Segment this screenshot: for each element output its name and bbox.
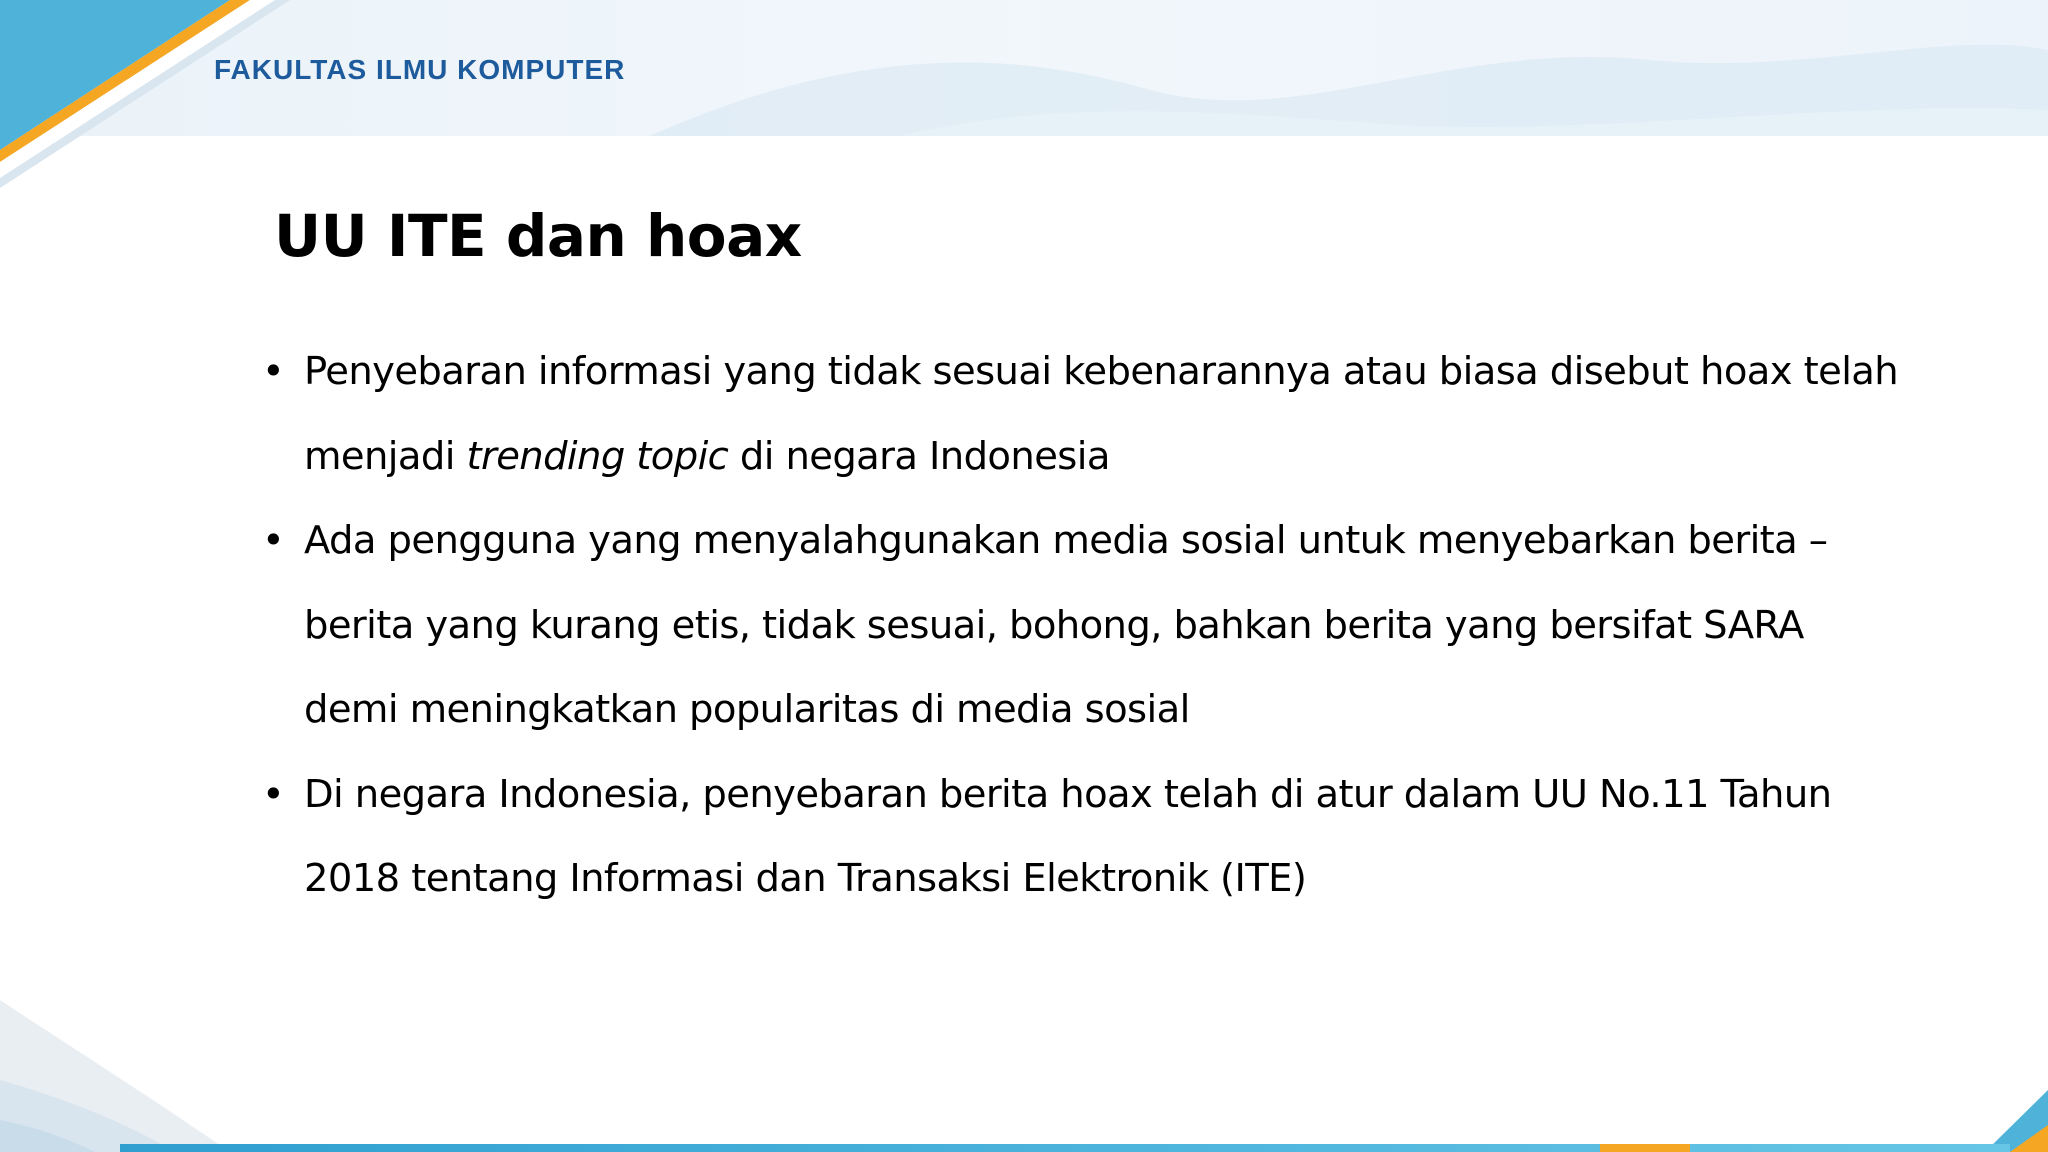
- bullet-list: [262, 330, 1902, 922]
- bottom-orange-segment: [1600, 1144, 1690, 1152]
- faculty-name: FAKULTAS ILMU KOMPUTER: [214, 54, 626, 85]
- bullet-marker: •: [262, 518, 285, 563]
- bottom-accent-bar: [120, 1144, 2010, 1152]
- bullet-3-text: Di negara Indonesia, penyebaran berita hoax telah di atur dalam UU No.11 Tahun 2018 tentang Informasi dan Transaksi Elektronik (ITE): [304, 771, 1832, 901]
- bullet-marker: •: [262, 349, 285, 394]
- bullet-item-2: [262, 499, 1902, 753]
- slide-title: UU ITE dan hoax: [274, 202, 802, 270]
- bullet-item-1: [262, 330, 1902, 499]
- bottom-right-decoration: [1985, 1090, 2048, 1152]
- bullet-2-text: Ada pengguna yang menyalahgunakan media sosial untuk menyebarkan berita – berita yang kurang etis, tidak sesuai, bohong, bahkan berita yang bersifat SARA demi meningkatkan popularitas di media sosial: [304, 518, 1828, 732]
- bullet-1-emphasis: trending topic: [466, 433, 729, 479]
- bullet-1-text-end: di negara Indonesia: [728, 433, 1110, 479]
- bullet-marker: •: [262, 771, 285, 817]
- bullet-1-text: Penyebaran informasi yang tidak sesuai kebenarannya atau biasa disebut hoax telah menjadi: [304, 349, 1899, 479]
- bullet-item-3: [262, 753, 1902, 922]
- bottom-left-decoration: [0, 1000, 230, 1152]
